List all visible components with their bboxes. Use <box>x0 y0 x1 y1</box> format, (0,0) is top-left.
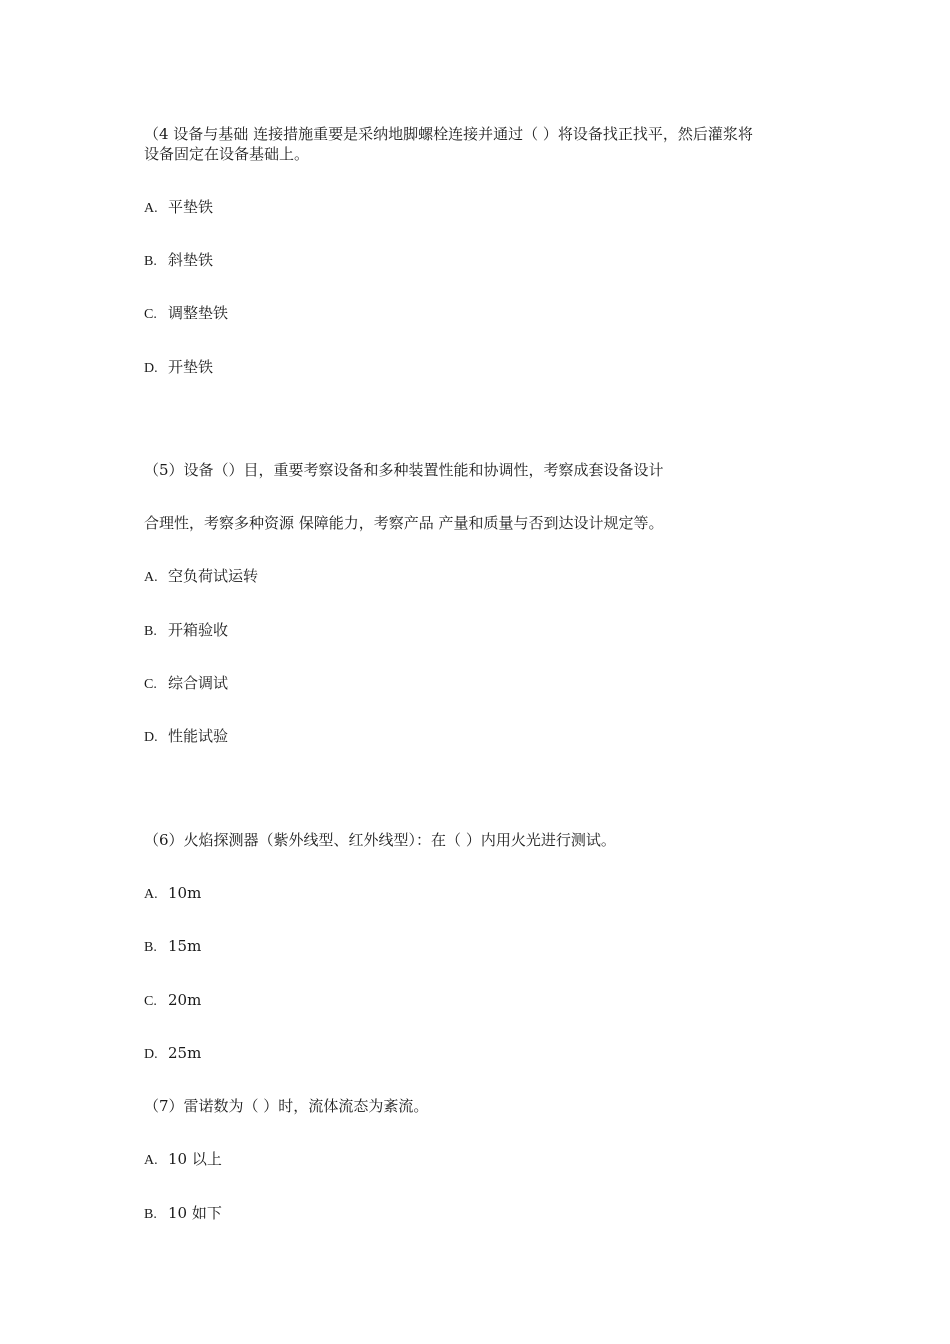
question-5-stem-line-2: 合理性，考察多种资源 保障能力，考察产品 产量和质量与否到达设计规定等。 <box>144 514 664 532</box>
option-text: 调整垫铁 <box>168 304 229 322</box>
question-4-stem-line-1: （4 设备与基础 连接措施重要是采纳地脚螺栓连接并通过（ ）将设备找正找平，然后灌浆将 <box>144 125 753 143</box>
question-5-option-b <box>144 620 228 642</box>
question-7-stem-line-1: （7）雷诺数为（ ）时，流体流态为紊流。 <box>144 1097 429 1115</box>
question-5-stem-line-1: （5）设备（）目，重要考察设备和多种装置性能和协调性，考察成套设备设计 <box>144 461 664 479</box>
option-text: 空负荷试运转 <box>168 567 259 585</box>
question-6-option-d <box>144 1043 201 1065</box>
option-letter: B. <box>144 254 157 269</box>
option-text: 20m <box>168 991 202 1009</box>
option-letter: D. <box>144 1047 158 1062</box>
option-letter: B. <box>144 1207 157 1222</box>
question-4-stem-line-2: 设备固定在设备基础上。 <box>144 145 310 163</box>
option-text: 10 如下 <box>168 1204 222 1222</box>
question-6-option-c <box>144 990 201 1012</box>
question-5-option-a <box>144 566 258 588</box>
question-5-option-c <box>144 673 228 695</box>
option-letter: C. <box>144 994 157 1009</box>
option-text: 15m <box>168 937 202 955</box>
option-letter: C. <box>144 677 157 692</box>
question-6-option-a <box>144 883 201 905</box>
question-4-option-d <box>144 357 213 379</box>
option-text: 开垫铁 <box>168 358 214 376</box>
option-letter: B. <box>144 624 157 639</box>
option-text: 10 以上 <box>168 1150 222 1168</box>
question-4-option-a <box>144 197 213 219</box>
question-4-option-c <box>144 303 228 325</box>
option-letter: D. <box>144 730 158 745</box>
option-letter: A. <box>144 570 158 585</box>
option-text: 斜垫铁 <box>168 251 214 269</box>
option-letter: A. <box>144 1153 158 1168</box>
question-4-option-b <box>144 250 213 272</box>
question-6-stem-line-1: （6）火焰探测器（紫外线型、红外线型）：在（ ）内用火光进行测试。 <box>144 831 616 849</box>
option-letter: D. <box>144 361 158 376</box>
option-text: 综合调试 <box>168 674 229 692</box>
option-text: 平垫铁 <box>168 198 214 216</box>
option-letter: B. <box>144 940 157 955</box>
option-text: 性能试验 <box>168 727 229 745</box>
question-7-option-b <box>144 1203 222 1225</box>
option-letter: C. <box>144 307 157 322</box>
option-letter: A. <box>144 201 158 216</box>
option-text: 10m <box>168 884 202 902</box>
question-6-option-b <box>144 936 201 958</box>
option-text: 开箱验收 <box>168 621 229 639</box>
option-text: 25m <box>168 1044 202 1062</box>
option-letter: A. <box>144 887 158 902</box>
question-7-option-a <box>144 1149 222 1171</box>
question-5-option-d <box>144 726 228 748</box>
